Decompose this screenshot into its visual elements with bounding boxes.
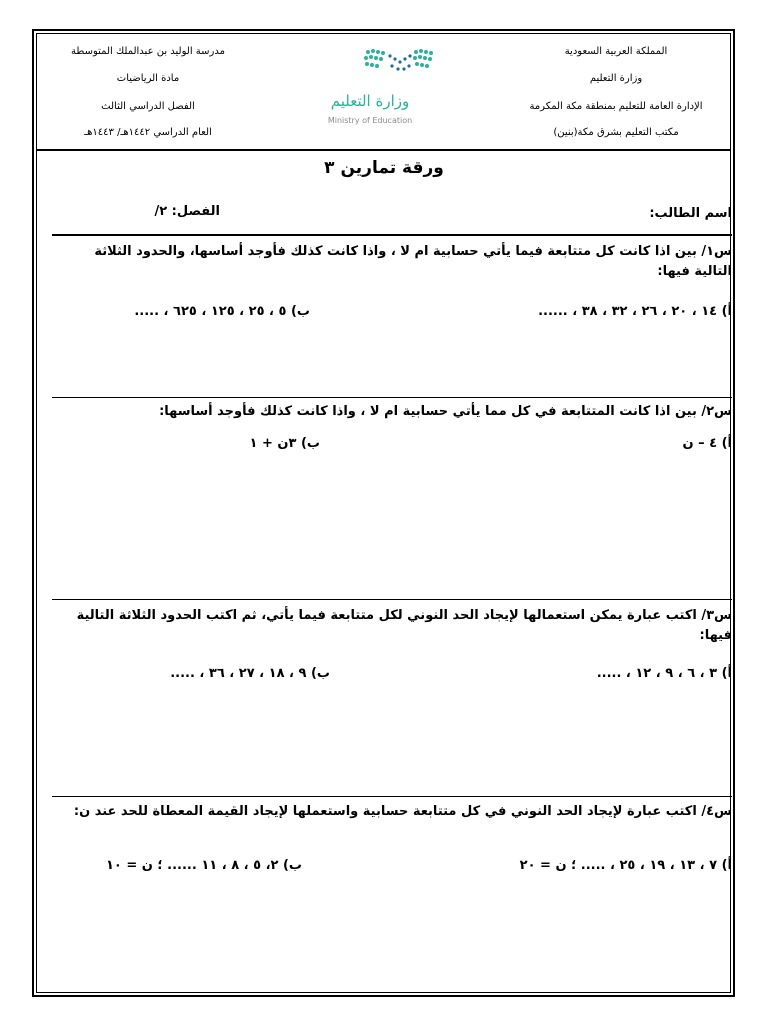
header-subject: مادة الرياضيات	[116, 73, 180, 84]
question-2-divider	[52, 397, 732, 398]
header-year: العام الدراسي ١٤٤٢هـ/ ١٤٤٣هـ	[84, 127, 212, 138]
question-1-text: س١/ بين اذا كانت كل متتابعة فيما يأتي حسابية ام لا ، واذا كانت كذلك فأوجد أساسها، والحدود الثلاثة التالية فيها:	[94, 244, 732, 279]
question-2-part-b: ب) ٣ن + ١	[249, 436, 320, 451]
class-label: الفصل: ٢/	[154, 204, 220, 219]
ministry-logo-arabic: وزارة التعليم	[330, 92, 410, 110]
ministry-logo-english: Ministry of Education	[327, 116, 413, 125]
header-directorate: الإدارة العامة للتعليم بمنطقة مكة المكرمة	[529, 101, 703, 112]
header-semester: الفصل الدراسي الثالث	[101, 101, 195, 112]
question-4-part-a: أ) ٧ ، ١٣ ، ١٩ ، ٢٥ ، ..... ؛ ن = ٢٠	[519, 858, 732, 873]
question-1-part-a: أ) ١٤ ، ٢٠ ، ٢٦ ، ٣٢ ، ٣٨ ، ......	[538, 304, 732, 319]
header-country: المملكة العربية السعودية	[564, 46, 668, 57]
question-4-part-b: ب) ٢، ٥ ، ٨ ، ١١ ...... ؛ ن = ١٠	[105, 858, 302, 873]
header-office: مكتب التعليم بشرق مكة(بنين)	[553, 127, 679, 138]
question-3-part-a: أ) ٣ ، ٦ ، ٩ ، ١٢ ، .....	[596, 666, 732, 681]
question-4-divider	[52, 796, 732, 797]
question-1-part-b: ب) ٥ ، ٢٥ ، ١٢٥ ، ٦٢٥ ، .....	[134, 304, 310, 319]
question-3-part-b: ب) ٩ ، ١٨ ، ٢٧ ، ٣٦ ، .....	[170, 666, 330, 681]
question-2-text: س٢/ بين اذا كانت المتتابعة في كل مما يأتي حسابية ام لا ، واذا كانت كذلك فأوجد أساسها:	[159, 404, 732, 419]
question-3-text: س٣/ اكتب عبارة يمكن استعمالها لإيجاد الحد النوني لكل متتابعة فيما يأتي، ثم اكتب الحدود الثلاثة التالية فيها:	[76, 608, 732, 643]
worksheet-title: ورقة تمارين ٣	[324, 158, 444, 178]
header-school: مدرسة الوليد بن عبدالملك المتوسطة	[71, 46, 225, 57]
question-1-divider	[52, 234, 732, 236]
header-ministry: وزارة التعليم	[589, 73, 643, 84]
question-3-divider	[52, 599, 732, 600]
question-4-text: س٤/ اكتب عبارة لإيجاد الحد النوني في كل متتابعة حسابية واستعملها لإيجاد القيمة المعطاة للحد عند ن:	[73, 804, 732, 819]
question-2-part-a: أ) ٤ – ن	[682, 436, 732, 451]
student-name-label: اسم الطالب:	[649, 206, 732, 221]
header-divider	[36, 149, 731, 151]
